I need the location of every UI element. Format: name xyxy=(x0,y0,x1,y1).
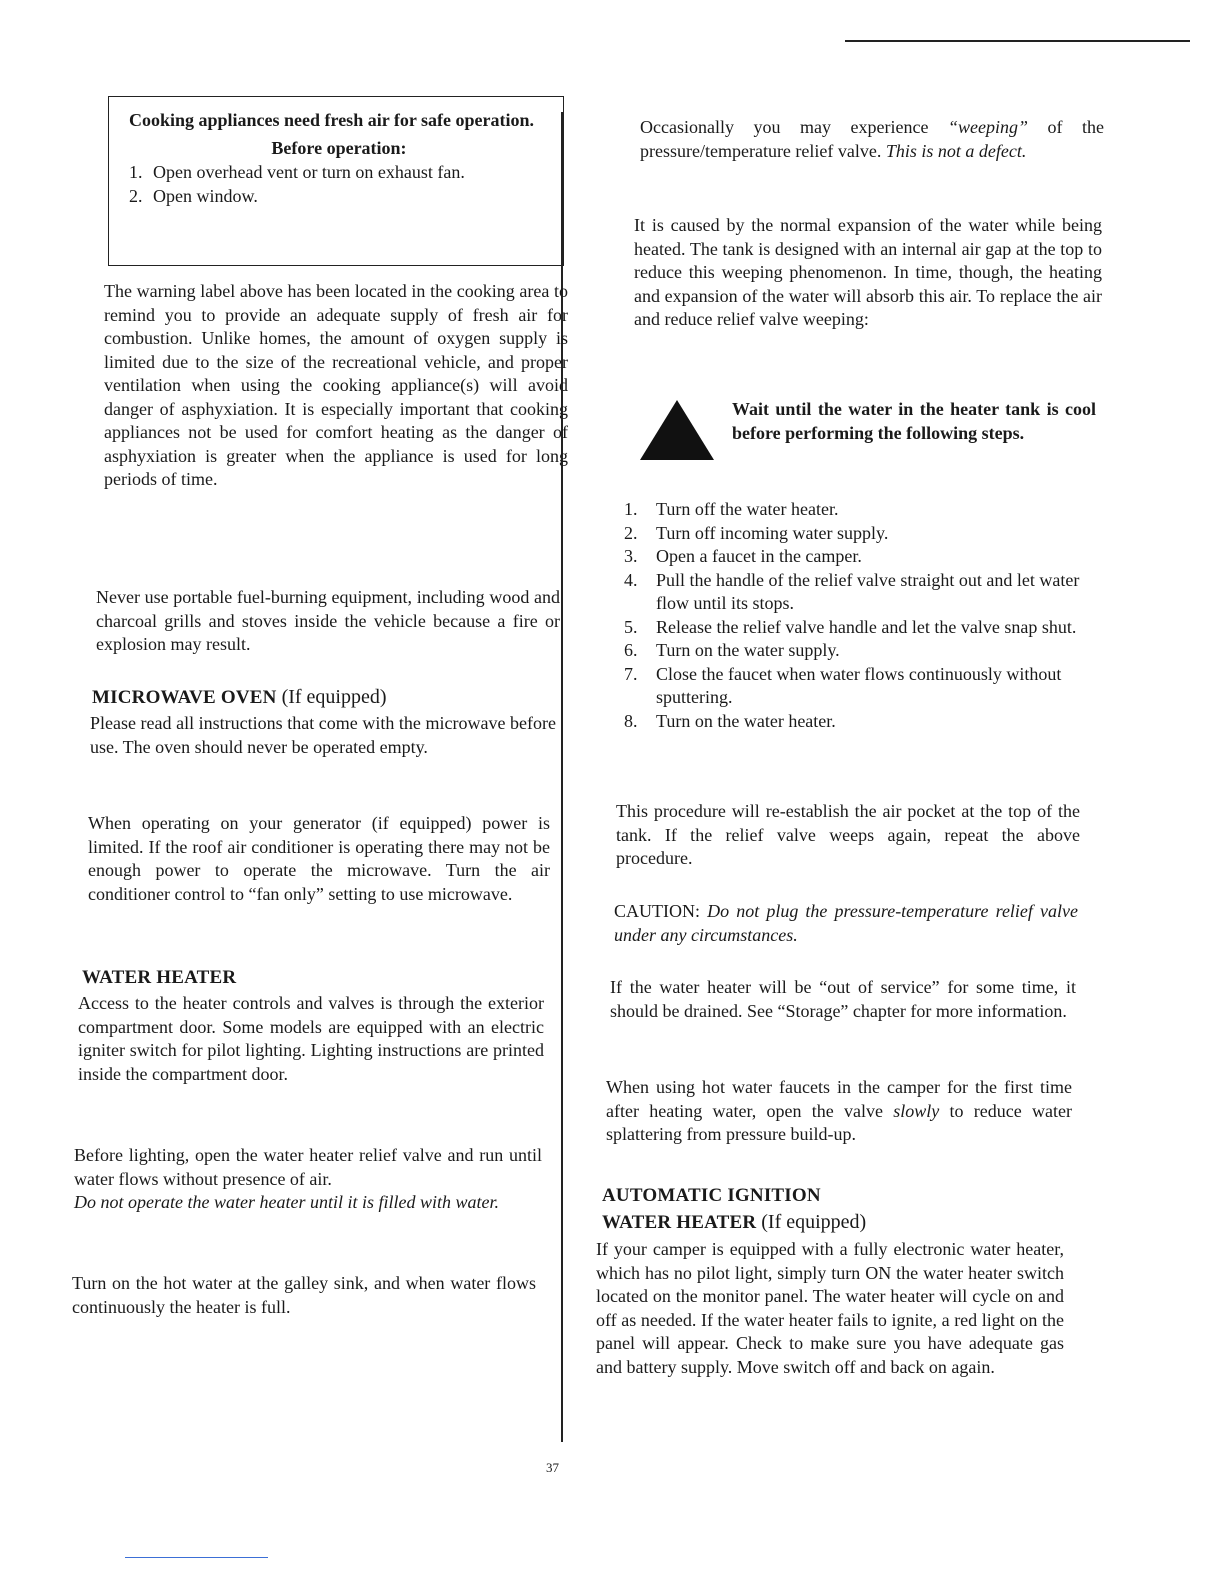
auto-ignition-heading-line2: WATER HEATER xyxy=(602,1212,757,1233)
item-number: 2. xyxy=(129,185,143,206)
cool-tank-warning: Wait until the water in the heater tank is cool before performing the following steps. xyxy=(732,399,1096,443)
expansion-paragraph: It is caused by the normal expansion of the water while being heated. The tank is designed with an internal air gap at the top to reduce this weeping phenomenon. In time, though, the heating and expansion of the water will absorb this air. To replace the air and reduce relief valve weeping: xyxy=(634,215,1102,329)
slowly-emphasis: slowly xyxy=(893,1100,940,1121)
caution-paragraph xyxy=(614,900,1078,947)
warning-title: Cooking appliances need fresh air for safe operation. xyxy=(129,110,535,130)
step-item xyxy=(624,498,1092,522)
generator-paragraph: When operating on your generator (if equipped) power is limited. If the roof air conditioner is operating there may not be enough power to operate the microwave. Turn the air conditioner control to “fan only” setting to use microwave. xyxy=(88,813,550,904)
warning-subtitle: Before operation: xyxy=(271,138,407,158)
top-rule xyxy=(845,40,1190,42)
air-pocket-paragraph: This procedure will re-establish the air pocket at the top of the tank. If the relief valve weeps again, repeat the above procedure. xyxy=(616,801,1080,868)
step-item xyxy=(624,569,1092,616)
warning-list-item xyxy=(129,161,549,185)
warning-list-item xyxy=(129,185,549,209)
warning-label-paragraph: The warning label above has been located in the cooking area to remind you to provide an adequate supply of fresh air for combustion. Unlike homes, the amount of oxygen supply is limited due to the size of the recreational vehicle, and proper ventilation when using the cooking appliance(s) will avoid danger of asphyxiation. It is especially important that cooking appliances not be used for comfort heating as the danger of asphyxiation is greater when the appliance is used for long periods of time. xyxy=(104,281,568,489)
step-number: 8. xyxy=(624,710,638,731)
out-of-service-paragraph: If the water heater will be “out of service” for some time, it should be drained. See “Storage” chapter for more information. xyxy=(610,977,1076,1021)
caution-text: Do not plug the pressure-temperature relief valve under any circumstances. xyxy=(614,901,1078,945)
steps-list xyxy=(624,498,1092,733)
auto-ignition-heading-line1: AUTOMATIC IGNITION xyxy=(602,1185,821,1206)
step-item xyxy=(624,639,1092,663)
warning-list xyxy=(129,161,549,208)
weeping-text-c: of the pressure/temperature relief valve. xyxy=(640,117,1104,161)
step-number: 2. xyxy=(624,522,638,543)
step-number: 6. xyxy=(624,640,638,660)
step-text: Turn off incoming water supply. xyxy=(656,522,889,543)
microwave-heading-text: MICROWAVE OVEN xyxy=(92,687,277,708)
step-item xyxy=(624,710,1092,734)
step-number: 4. xyxy=(624,569,638,590)
heater-controls-paragraph: Access to the heater controls and valves is through the exterior compartment door. Some models are equipped with an electric igniter switch for pilot lighting. Lighting instructions are printed inside the compartment door. xyxy=(78,993,544,1084)
step-text: Turn off the water heater. xyxy=(656,499,839,519)
water-heater-heading-text: WATER HEATER xyxy=(82,967,237,988)
before-lighting-block xyxy=(74,1144,542,1215)
portable-fuel-paragraph: Never use portable fuel-burning equipment, including wood and charcoal grills and stoves inside the vehicle because a fire or explosion may result. xyxy=(96,587,560,654)
item-text: Open window. xyxy=(153,185,258,206)
weeping-term: “weeping” xyxy=(947,117,1028,137)
weeping-paragraph xyxy=(640,116,1104,163)
bottom-rule xyxy=(125,1557,268,1558)
step-number: 7. xyxy=(624,663,638,684)
item-number: 1. xyxy=(129,162,143,182)
step-text: Release the relief valve handle and let the valve snap shut. xyxy=(656,616,1077,637)
step-item xyxy=(624,616,1092,640)
relief-valve-steps xyxy=(624,496,1092,733)
caution-label: CAUTION: xyxy=(614,901,700,921)
step-item xyxy=(624,522,1092,546)
not-defect-note: This is not a defect. xyxy=(885,140,1027,161)
auto-ignition-heading xyxy=(602,1182,1072,1236)
microwave-heading-suffix: (If equipped) xyxy=(281,686,387,708)
before-lighting-paragraph: Before lighting, open the water heater relief valve and run until water flows without presence of air. xyxy=(74,1145,542,1189)
step-text: Turn on the water heater. xyxy=(656,710,836,731)
cooking-warning-box xyxy=(108,96,564,266)
electronic-heater-paragraph: If your camper is equipped with a fully electronic water heater, which has no pilot light, simply turn ON the water heater switch located on the monitor panel. The water heater will cycle on and off as needed. If the water heater fails to ignite, a red light on the panel will appear. Check to make sure you have adequate gas and battery supply. Move switch off and back on again. xyxy=(596,1239,1064,1377)
weeping-text-a: Occasionally you may experience xyxy=(640,117,948,137)
step-number: 5. xyxy=(624,616,638,637)
auto-ignition-heading-suffix: (If equipped) xyxy=(761,1211,867,1233)
faucets-text-a: When using hot water faucets in the camper for the first time after heating water, open the valve xyxy=(606,1077,1072,1121)
step-item xyxy=(624,663,1092,710)
microwave-heading xyxy=(92,684,562,711)
before-lighting-warning: Do not operate the water heater until it is filled with water. xyxy=(74,1192,499,1212)
water-heater-heading xyxy=(82,964,552,991)
step-text: Turn on the water supply. xyxy=(656,640,840,660)
item-text: Open overhead vent or turn on exhaust fan. xyxy=(153,162,465,182)
step-text: Close the faucet when water flows continuously without sputtering. xyxy=(656,663,1062,707)
faucets-text-c: to reduce water splattering from pressure build-up. xyxy=(606,1100,1072,1144)
page-number: 37 xyxy=(546,1460,559,1475)
step-text: Pull the handle of the relief valve straight out and let water flow until its stops. xyxy=(656,569,1080,613)
microwave-paragraph: Please read all instructions that come with the microwave before use. The oven should never be operated empty. xyxy=(90,713,556,757)
step-number: 3. xyxy=(624,546,638,566)
step-text: Open a faucet in the camper. xyxy=(656,546,862,566)
hot-water-faucets-paragraph xyxy=(606,1076,1072,1147)
warning-triangle-icon xyxy=(638,398,716,462)
step-number: 1. xyxy=(624,499,638,519)
step-item xyxy=(624,545,1092,569)
galley-sink-paragraph: Turn on the hot water at the galley sink, and when water flows continuously the heater is full. xyxy=(72,1273,536,1317)
